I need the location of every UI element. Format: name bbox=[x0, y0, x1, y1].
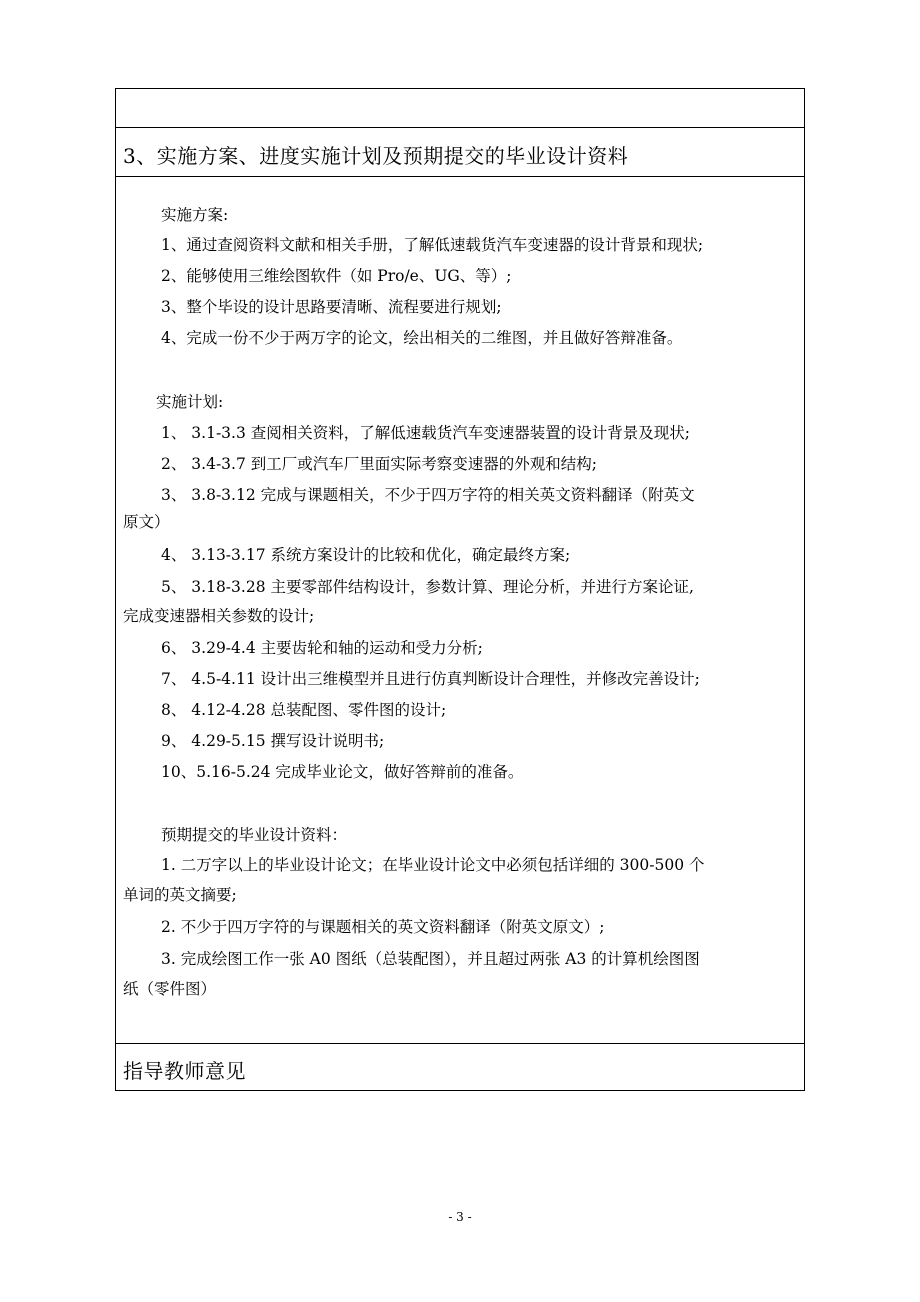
plan-line: 1、 3.1-3.3 查阅相关资料，了解低速载货汽车变速器装置的设计背景及现状; bbox=[161, 424, 690, 442]
plan-line: 原文） bbox=[123, 513, 170, 531]
content-cell bbox=[116, 177, 804, 1044]
materials-line: 3. 完成绘图工作一张 A0 图纸（总装配图），并且超过两张 A3 的计算机绘图图 bbox=[161, 950, 700, 968]
scheme-title: 实施方案: bbox=[161, 206, 229, 224]
plan-line: 7、 4.5-4.11 设计出三维模型并且进行仿真判断设计合理性，并修改完善设计; bbox=[161, 670, 700, 688]
materials-title: 预期提交的毕业设计资料： bbox=[161, 826, 348, 844]
plan-line: 5、 3.18-3.28 主要零部件结构设计，参数计算、理论分析，并进行方案论证, bbox=[161, 578, 694, 596]
materials-line: 2. 不少于四万字符的与课题相关的英文资料翻译（附英文原文）; bbox=[161, 918, 605, 936]
materials-line: 单词的英文摘要; bbox=[123, 886, 237, 904]
teacher-opinion-row bbox=[116, 1044, 804, 1092]
plan-line: 10、5.16-5.24 完成毕业论文，做好答辩前的准备。 bbox=[161, 763, 524, 781]
teacher-opinion-label: 指导教师意见 bbox=[123, 1059, 246, 1083]
section-heading-row bbox=[116, 128, 804, 177]
scheme-item: 2、能够使用三维绘图软件（如 Pro/e、UG、等）; bbox=[161, 267, 512, 285]
page-number: - 3 - bbox=[448, 1210, 472, 1224]
scheme-item: 4、完成一份不少于两万字的论文，绘出相关的二维图，并且做好答辩准备。 bbox=[161, 329, 683, 347]
empty-row bbox=[116, 89, 804, 128]
plan-line: 2、 3.4-3.7 到工厂或汽车厂里面实际考察变速器的外观和结构; bbox=[161, 455, 597, 473]
section-heading: 3、实施方案、进度实施计划及预期提交的毕业设计资料 bbox=[123, 144, 629, 168]
scheme-item: 3、整个毕设的设计思路要清晰、流程要进行规划; bbox=[161, 298, 502, 316]
materials-line: 1. 二万字以上的毕业设计论文；在毕业设计论文中必须包括详细的 300-500 个 bbox=[161, 856, 705, 874]
plan-line: 9、 4.29-5.15 撰写设计说明书; bbox=[161, 732, 385, 750]
plan-title: 实施计划: bbox=[156, 393, 224, 411]
form-table bbox=[115, 88, 805, 1091]
plan-line: 3、 3.8-3.12 完成与课题相关，不少于四万字符的相关英文资料翻译（附英文 bbox=[161, 486, 695, 504]
plan-line: 8、 4.12-4.28 总装配图、零件图的设计; bbox=[161, 701, 447, 719]
scheme-item: 1、通过查阅资料文献和相关手册，了解低速载货汽车变速器的设计背景和现状; bbox=[161, 236, 704, 254]
plan-line: 6、 3.29-4.4 主要齿轮和轴的运动和受力分析; bbox=[161, 639, 483, 657]
plan-line: 4、 3.13-3.17 系统方案设计的比较和优化，确定最终方案; bbox=[161, 546, 571, 564]
materials-line: 纸（零件图） bbox=[123, 980, 217, 998]
plan-line: 完成变速器相关参数的设计; bbox=[123, 607, 315, 625]
